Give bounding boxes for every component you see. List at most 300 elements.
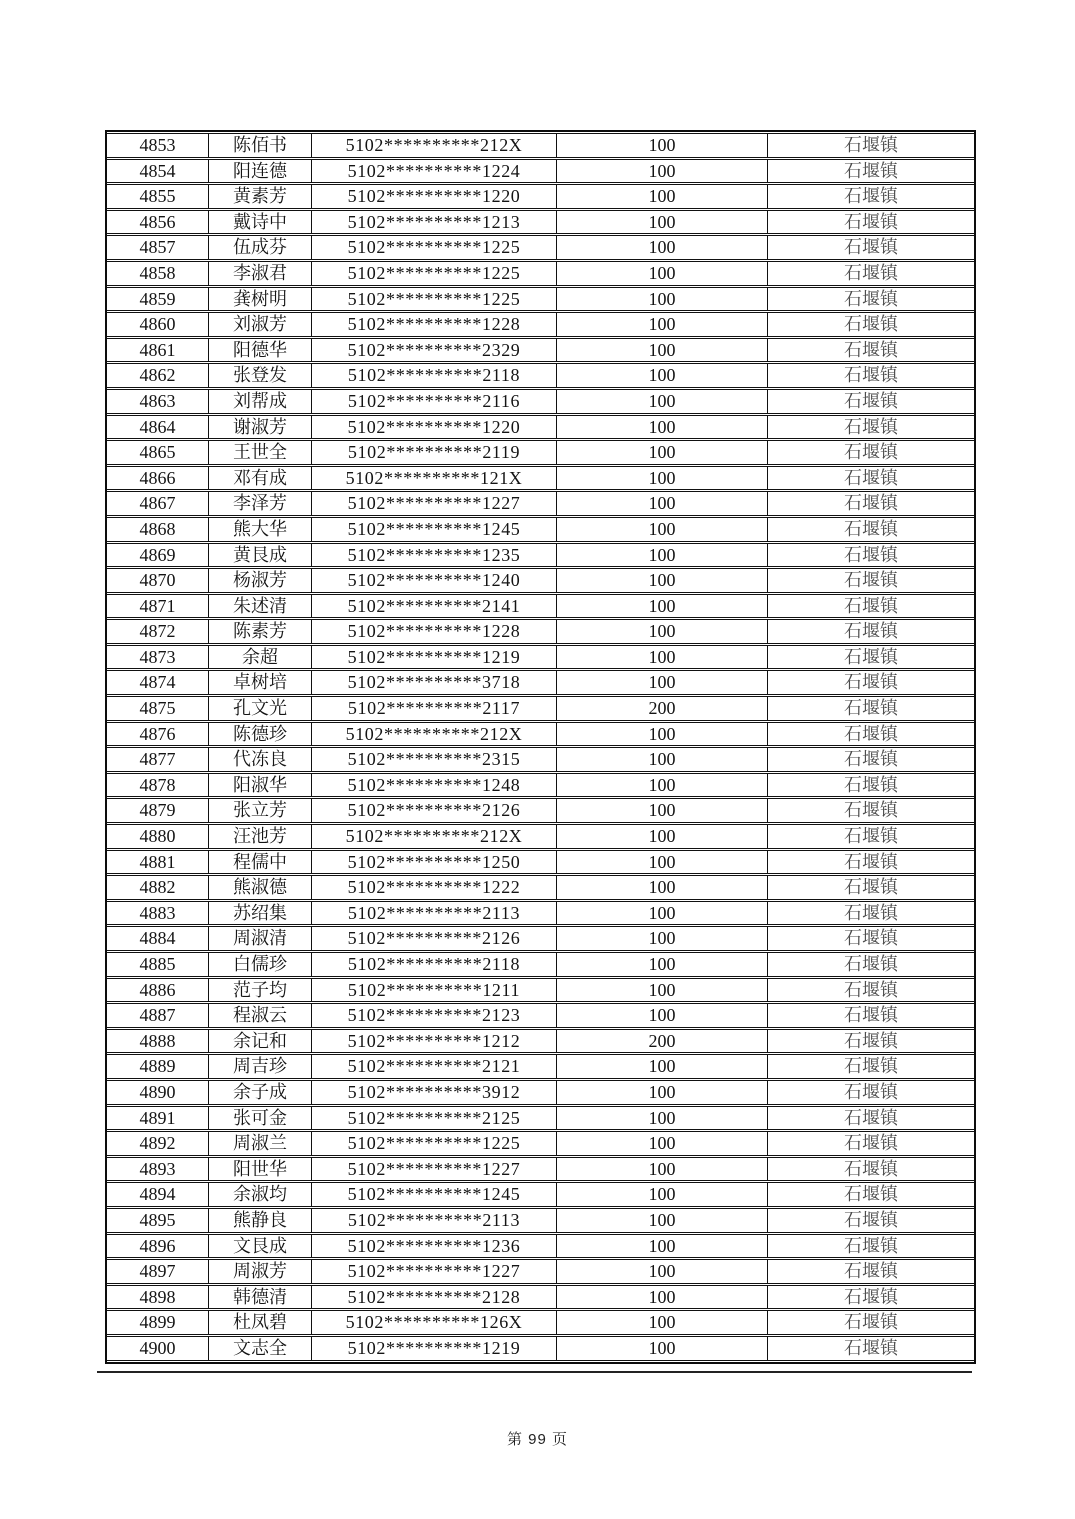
cell-id-masked: [312, 875, 557, 900]
cell-text: 5102**********1220: [347, 186, 521, 207]
cell-name: [209, 338, 312, 363]
cell-id-masked: [312, 901, 557, 926]
cell-text: 石堰镇: [844, 1158, 898, 1179]
cell-text: 100: [648, 442, 676, 463]
cell-serial: [107, 1208, 209, 1233]
cell-text: 100: [648, 877, 676, 898]
cell-id-masked: [312, 1054, 557, 1079]
cell-text: 石堰镇: [844, 186, 898, 207]
cell-text: 5102**********1224: [347, 160, 521, 181]
cell-text: 4883: [139, 902, 176, 923]
cell-name: [209, 1029, 312, 1054]
cell-id-masked: [312, 517, 557, 542]
cell-amount: [557, 415, 768, 440]
cell-name: [209, 1285, 312, 1310]
cell-text: 100: [648, 288, 676, 309]
cell-text: 5102**********1245: [347, 518, 521, 539]
cell-id-masked: [312, 415, 557, 440]
cell-name: [209, 363, 312, 388]
cell-id-masked: [312, 440, 557, 465]
cell-text: 4870: [139, 570, 176, 591]
cell-text: 5102**********3912: [347, 1081, 521, 1102]
cell-text: 4866: [139, 467, 176, 488]
table-row: [107, 287, 974, 312]
cell-text: 黄素芳: [233, 186, 287, 207]
cell-text: 石堰镇: [844, 1056, 898, 1077]
cell-id-masked: [312, 1131, 557, 1156]
cell-text: 4895: [139, 1209, 176, 1230]
cell-serial: [107, 798, 209, 823]
cell-text: 5102**********2113: [347, 902, 521, 923]
table-row: [107, 1336, 974, 1361]
cell-text: 4889: [139, 1056, 176, 1077]
cell-text: 100: [648, 544, 676, 565]
cell-text: 石堰镇: [844, 570, 898, 591]
cell-town: [768, 184, 974, 209]
cell-text: 5102**********1225: [347, 237, 521, 258]
cell-amount: [557, 875, 768, 900]
table-row: [107, 363, 974, 388]
cell-amount: [557, 1106, 768, 1131]
cell-text: 陈佰书: [233, 135, 287, 155]
cell-serial: [107, 184, 209, 209]
cell-amount: [557, 645, 768, 670]
cell-serial: [107, 415, 209, 440]
cell-text: 4855: [139, 186, 176, 207]
cell-text: 李淑君: [233, 262, 287, 283]
cell-serial: [107, 824, 209, 849]
cell-text: 范子均: [233, 979, 287, 1000]
cell-text: 张登发: [233, 365, 287, 386]
cell-text: 5102**********1225: [347, 1133, 521, 1154]
cell-text: 5102**********2121: [347, 1056, 521, 1077]
cell-town: [768, 235, 974, 260]
cell-text: 4881: [139, 851, 176, 872]
cell-text: 100: [648, 570, 676, 591]
cell-town: [768, 926, 974, 951]
cell-town: [768, 824, 974, 849]
cell-serial: [107, 1310, 209, 1335]
cell-town: [768, 773, 974, 798]
cell-text: 100: [648, 262, 676, 283]
cell-text: 杨淑芳: [233, 570, 287, 591]
cell-serial: [107, 875, 209, 900]
cell-name: [209, 210, 312, 235]
cell-amount: [557, 619, 768, 644]
cell-town: [768, 1234, 974, 1259]
cell-amount: [557, 1234, 768, 1259]
cell-text: 石堰镇: [844, 1286, 898, 1307]
cell-name: [209, 159, 312, 184]
table-row: [107, 722, 974, 747]
cell-id-masked: [312, 773, 557, 798]
cell-serial: [107, 645, 209, 670]
cell-text: 石堰镇: [844, 979, 898, 1000]
cell-town: [768, 901, 974, 926]
cell-town: [768, 338, 974, 363]
cell-serial: [107, 312, 209, 337]
cell-text: 石堰镇: [844, 467, 898, 488]
cell-text: 石堰镇: [844, 1081, 898, 1102]
cell-text: 5102**********2113: [347, 1209, 521, 1230]
cell-text: 阳连德: [233, 160, 287, 181]
table-row: [107, 1182, 974, 1207]
cell-text: 黄艮成: [233, 544, 287, 565]
cell-name: [209, 261, 312, 286]
cell-name: [209, 568, 312, 593]
cell-id-masked: [312, 466, 557, 491]
cell-text: 4898: [139, 1286, 176, 1307]
cell-id-masked: [312, 1157, 557, 1182]
cell-text: 周吉珍: [233, 1056, 287, 1077]
cell-town: [768, 159, 974, 184]
cell-text: 100: [648, 1312, 676, 1333]
table-row: [107, 1054, 974, 1079]
cell-town: [768, 1336, 974, 1361]
cell-text: 李泽芳: [233, 493, 287, 514]
cell-text: 石堰镇: [844, 749, 898, 770]
cell-name: [209, 466, 312, 491]
cell-amount: [557, 1131, 768, 1156]
cell-text: 文艮成: [233, 1235, 287, 1256]
cell-text: 刘淑芳: [233, 314, 287, 335]
cell-text: 王世全: [233, 442, 287, 463]
cell-text: 朱述清: [233, 595, 287, 616]
cell-text: 4864: [139, 416, 176, 437]
cell-town: [768, 517, 974, 542]
cell-text: 4876: [139, 723, 176, 744]
cell-text: 石堰镇: [844, 1184, 898, 1205]
cell-text: 4858: [139, 262, 176, 283]
table-row: [107, 773, 974, 798]
cell-text: 余子成: [233, 1081, 287, 1102]
cell-text: 石堰镇: [844, 518, 898, 539]
cell-town: [768, 594, 974, 619]
cell-amount: [557, 440, 768, 465]
table-row: [107, 696, 974, 721]
cell-serial: [107, 670, 209, 695]
table-row: [107, 133, 974, 158]
cell-amount: [557, 1080, 768, 1105]
cell-town: [768, 466, 974, 491]
table-bottom-scan-line: [97, 1371, 972, 1373]
cell-text: 石堰镇: [844, 902, 898, 923]
cell-id-masked: [312, 210, 557, 235]
cell-amount: [557, 338, 768, 363]
cell-id-masked: [312, 1310, 557, 1335]
table-row: [107, 389, 974, 414]
cell-text: 石堰镇: [844, 211, 898, 232]
cell-name: [209, 722, 312, 747]
cell-name: [209, 978, 312, 1003]
cell-id-masked: [312, 1080, 557, 1105]
cell-text: 4861: [139, 339, 176, 360]
page-number-footer: [0, 1428, 1075, 1449]
cell-amount: [557, 568, 768, 593]
cell-town: [768, 850, 974, 875]
cell-town: [768, 440, 974, 465]
cell-name: [209, 133, 312, 158]
cell-text: 100: [648, 493, 676, 514]
cell-id-masked: [312, 1336, 557, 1361]
cell-text: 5102**********1220: [347, 416, 521, 437]
cell-text: 熊静良: [233, 1209, 287, 1230]
cell-amount: [557, 594, 768, 619]
cell-serial: [107, 1157, 209, 1182]
cell-text: 100: [648, 1005, 676, 1026]
cell-text: 熊大华: [233, 518, 287, 539]
cell-town: [768, 722, 974, 747]
cell-text: 5102**********1222: [347, 877, 521, 898]
cell-serial: [107, 901, 209, 926]
table-row: [107, 440, 974, 465]
cell-text: 石堰镇: [844, 851, 898, 872]
cell-text: 戴诗中: [233, 211, 287, 232]
cell-text: 100: [648, 1337, 676, 1358]
cell-town: [768, 363, 974, 388]
cell-name: [209, 696, 312, 721]
cell-text: 石堰镇: [844, 826, 898, 847]
table-row: [107, 670, 974, 695]
cell-amount: [557, 159, 768, 184]
cell-amount: [557, 926, 768, 951]
cell-id-masked: [312, 491, 557, 516]
cell-text: 200: [648, 698, 676, 719]
cell-town: [768, 1131, 974, 1156]
cell-text: 伍成芬: [233, 237, 287, 258]
beneficiary-table-body: [107, 133, 974, 1361]
cell-text: 100: [648, 518, 676, 539]
cell-text: 龚树明: [233, 288, 287, 309]
cell-amount: [557, 517, 768, 542]
cell-text: 100: [648, 467, 676, 488]
cell-text: 4897: [139, 1261, 176, 1282]
cell-town: [768, 543, 974, 568]
table-row: [107, 1080, 974, 1105]
cell-id-masked: [312, 1029, 557, 1054]
cell-text: 5102**********212X: [345, 135, 523, 155]
cell-amount: [557, 824, 768, 849]
cell-name: [209, 645, 312, 670]
cell-town: [768, 645, 974, 670]
cell-name: [209, 901, 312, 926]
cell-amount: [557, 696, 768, 721]
cell-amount: [557, 722, 768, 747]
cell-amount: [557, 235, 768, 260]
cell-text: 100: [648, 1081, 676, 1102]
cell-name: [209, 773, 312, 798]
table-row: [107, 568, 974, 593]
cell-serial: [107, 491, 209, 516]
cell-amount: [557, 466, 768, 491]
cell-amount: [557, 543, 768, 568]
table-row: [107, 261, 974, 286]
cell-text: 余记和: [233, 1030, 287, 1051]
cell-text: 5102**********2329: [347, 339, 521, 360]
cell-text: 100: [648, 237, 676, 258]
table-row: [107, 1029, 974, 1054]
cell-name: [209, 1234, 312, 1259]
cell-id-masked: [312, 619, 557, 644]
cell-id-masked: [312, 1285, 557, 1310]
cell-id-masked: [312, 389, 557, 414]
cell-town: [768, 133, 974, 158]
cell-text: 100: [648, 826, 676, 847]
cell-serial: [107, 440, 209, 465]
cell-text: 5102**********1227: [347, 1261, 521, 1282]
cell-text: 石堰镇: [844, 1005, 898, 1026]
cell-text: 5102**********1235: [347, 544, 521, 565]
cell-text: 5102**********121X: [345, 467, 523, 488]
cell-text: 5102**********1250: [347, 851, 521, 872]
cell-text: 100: [648, 749, 676, 770]
cell-text: 4884: [139, 928, 176, 949]
cell-text: 5102**********1227: [347, 493, 521, 514]
cell-town: [768, 1029, 974, 1054]
cell-text: 张可金: [233, 1107, 287, 1128]
cell-text: 100: [648, 186, 676, 207]
cell-text: 熊淑德: [233, 877, 287, 898]
cell-id-masked: [312, 159, 557, 184]
cell-id-masked: [312, 287, 557, 312]
cell-town: [768, 1106, 974, 1131]
table-row: [107, 1208, 974, 1233]
cell-town: [768, 1310, 974, 1335]
cell-text: 石堰镇: [844, 928, 898, 949]
cell-text: 石堰镇: [844, 774, 898, 795]
cell-serial: [107, 1234, 209, 1259]
cell-text: 100: [648, 621, 676, 642]
cell-name: [209, 875, 312, 900]
cell-id-masked: [312, 568, 557, 593]
cell-text: 4868: [139, 518, 176, 539]
cell-text: 石堰镇: [844, 339, 898, 360]
cell-id-masked: [312, 235, 557, 260]
cell-text: 陈素芳: [233, 621, 287, 642]
table-row: [107, 875, 974, 900]
cell-text: 4886: [139, 979, 176, 1000]
cell-text: 4874: [139, 672, 176, 693]
cell-id-masked: [312, 696, 557, 721]
table-row: [107, 926, 974, 951]
cell-text: 5102**********1248: [347, 774, 521, 795]
cell-text: 石堰镇: [844, 1312, 898, 1333]
cell-serial: [107, 1285, 209, 1310]
cell-text: 4900: [139, 1337, 176, 1358]
cell-text: 程儒中: [233, 851, 287, 872]
table-row: [107, 210, 974, 235]
cell-text: 5102**********2118: [347, 954, 521, 974]
cell-id-masked: [312, 312, 557, 337]
cell-serial: [107, 1259, 209, 1284]
cell-id-masked: [312, 747, 557, 772]
cell-text: 100: [648, 851, 676, 872]
cell-amount: [557, 1054, 768, 1079]
cell-text: 文志全: [233, 1337, 287, 1358]
cell-text: 100: [648, 646, 676, 667]
cell-text: 4853: [139, 135, 176, 155]
cell-amount: [557, 1157, 768, 1182]
cell-id-masked: [312, 184, 557, 209]
cell-text: 5102**********1236: [347, 1235, 521, 1256]
table-row: [107, 517, 974, 542]
cell-serial: [107, 338, 209, 363]
cell-text: 5102**********1228: [347, 621, 521, 642]
cell-id-masked: [312, 594, 557, 619]
cell-text: 100: [648, 1133, 676, 1154]
table-row: [107, 312, 974, 337]
cell-text: 4885: [139, 954, 176, 974]
cell-amount: [557, 261, 768, 286]
cell-amount: [557, 1285, 768, 1310]
cell-text: 100: [648, 954, 676, 974]
cell-text: 4896: [139, 1235, 176, 1256]
cell-text: 100: [648, 902, 676, 923]
cell-text: 5102**********1240: [347, 570, 521, 591]
cell-id-masked: [312, 722, 557, 747]
cell-text: 100: [648, 314, 676, 335]
cell-text: 4887: [139, 1005, 176, 1026]
cell-town: [768, 978, 974, 1003]
table-row: [107, 1157, 974, 1182]
cell-town: [768, 670, 974, 695]
cell-text: 5102**********2141: [347, 595, 521, 616]
cell-text: 石堰镇: [844, 1030, 898, 1051]
cell-name: [209, 517, 312, 542]
cell-name: [209, 1054, 312, 1079]
cell-text: 孔文光: [233, 698, 287, 719]
cell-text: 5102**********2126: [347, 800, 521, 821]
cell-id-masked: [312, 1106, 557, 1131]
cell-text: 石堰镇: [844, 442, 898, 463]
cell-text: 陈德珍: [233, 723, 287, 744]
cell-text: 100: [648, 1286, 676, 1307]
cell-id-masked: [312, 824, 557, 849]
cell-text: 4891: [139, 1107, 176, 1128]
cell-text: 汪池芳: [233, 826, 287, 847]
cell-serial: [107, 1336, 209, 1361]
cell-amount: [557, 670, 768, 695]
cell-id-masked: [312, 1234, 557, 1259]
cell-town: [768, 491, 974, 516]
cell-amount: [557, 978, 768, 1003]
cell-text: 5102**********2128: [347, 1286, 521, 1307]
cell-id-masked: [312, 670, 557, 695]
cell-text: 5102**********1228: [347, 314, 521, 335]
cell-amount: [557, 952, 768, 977]
cell-town: [768, 568, 974, 593]
cell-amount: [557, 389, 768, 414]
cell-text: 5102**********126X: [345, 1312, 523, 1333]
cell-id-masked: [312, 543, 557, 568]
cell-id-masked: [312, 978, 557, 1003]
cell-text: 石堰镇: [844, 1133, 898, 1154]
cell-name: [209, 440, 312, 465]
cell-text: 5102**********1211: [347, 979, 521, 1000]
cell-text: 石堰镇: [844, 1107, 898, 1128]
cell-text: 100: [648, 774, 676, 795]
cell-id-masked: [312, 926, 557, 951]
cell-town: [768, 696, 974, 721]
cell-serial: [107, 1182, 209, 1207]
table-row: [107, 1310, 974, 1335]
cell-text: 石堰镇: [844, 544, 898, 565]
cell-text: 5102**********1213: [347, 211, 521, 232]
cell-text: 4893: [139, 1158, 176, 1179]
cell-text: 石堰镇: [844, 800, 898, 821]
cell-name: [209, 1182, 312, 1207]
cell-text: 100: [648, 1158, 676, 1179]
